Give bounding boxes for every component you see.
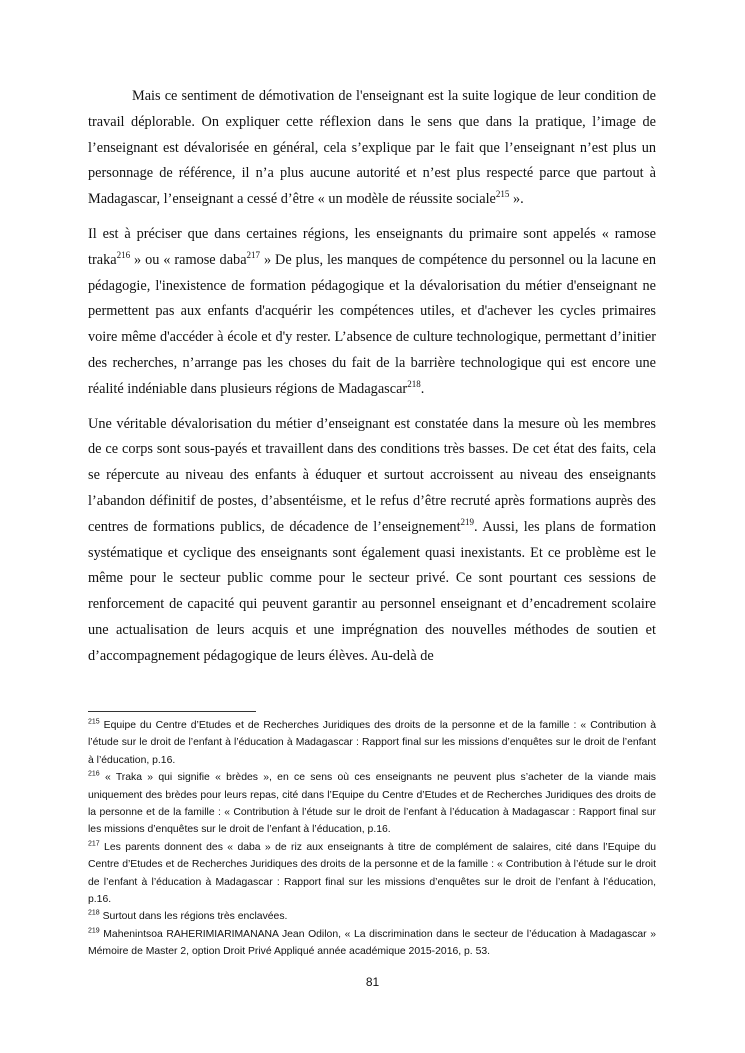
footnote bbox=[88, 926, 656, 961]
footnote-separator bbox=[88, 711, 256, 712]
footnote-ref-216[interactable]: 216 bbox=[116, 250, 131, 261]
paragraph-1-text: Mais ce sentiment de démotivation de l'enseignant est la suite logique de leur condition de travail déplorable. On expliquer cette réflexion dans le sens que dans la pratique, l’image de l’enseignant est dévalorisée en général, cela s’explique par le fait que l’enseignant n’est plus un personnage de référence, il n’a plus aucune autorité et n’est plus respecté parce que partout à Madagascar, l’enseignant a cessé d’être « un modèle de réussite sociale bbox=[88, 88, 656, 208]
paragraph-2-text-c: » De plus, les manques de compétence du personnel ou la lacune en pédagogie, l'inexistence de formation pédagogique et la dévalorisation du métier d'enseignant ne permettent pas aux enfants d'acquérir les compétences utiles, et d'achever les cycles primaires voire même d'accéder à école et d'y rester. L’absence de culture technologique, permettant d’initier des recherches, n’arrange pas les choses du fait de la barrière technologique qui est encore une réalité indéniable dans plusieurs régions de Madagascar bbox=[88, 251, 656, 397]
footnote-number: 215 bbox=[88, 718, 100, 726]
footnote bbox=[88, 769, 656, 839]
footnote-ref-218[interactable]: 218 bbox=[407, 379, 421, 389]
paragraph-1 bbox=[88, 84, 656, 213]
paragraph-2 bbox=[88, 222, 656, 403]
footnote-text: Mahenintsoa RAHERIMIARIMANANA Jean Odilon, « La discrimination dans le secteur de l’éducation à Madagascar » Mémoire de Master 2, option Droit Privé Appliqué année académique 2015-2016, p. 53. bbox=[88, 928, 656, 958]
footnote-ref-217[interactable]: 217 bbox=[246, 250, 261, 261]
page-number: 81 bbox=[365, 975, 380, 989]
paragraph-2-text-b: » ou « ramose daba bbox=[130, 251, 247, 268]
paragraph-1-end: ». bbox=[509, 191, 524, 208]
paragraph-3 bbox=[88, 412, 656, 670]
main-text bbox=[88, 84, 656, 679]
footnote-number: 218 bbox=[88, 910, 100, 917]
paragraph-3-text-b: . Aussi, les plans de formation systématique et cyclique des enseignants sont également quasi inexistants. Et ce problème est le même pour le secteur public comme pour le secteur privé. Ce sont pourtant ces sessions de renforcement de capacité qui peuvent garantir au personnel enseignant et d’encadrement scolaire une actualisation de leurs acquis et une imprégnation des nouvelles méthodes de soutien et d’accompagnement pédagogique de leurs élèves. Au-delà de bbox=[88, 518, 656, 664]
paragraph-3-text-a: Une véritable dévalorisation du métier d’enseignant est constatée dans la mesure où les membres de ce corps sont sous-payés et travaillent dans des conditions très basses. De cet état des faits, cela se répercute au niveau des enfants à éduquer et surtout accroissent au niveau des enseignants l’abandon définitif de postes, d’absentéisme, et le refus d’être recruté après formations auprès des centres de formations publics, de décadence de l’enseignement bbox=[88, 415, 656, 535]
footnote bbox=[88, 717, 656, 769]
footnote-number: 219 bbox=[88, 927, 100, 935]
paragraph-2-text-d: . bbox=[420, 380, 425, 397]
footnote-text: « Traka » qui signifie « brèdes », en ce sens où ces enseignants ne peuvent plus s’acheter de la viande mais uniquement des brèdes pour leurs repas, cité dans l’Equipe du Centre d’Etudes et de Recherches Juridiques des droits de la personne et de la famille : « Contribution à l’étude sur le droit de l’enfant à l’éducation à Madagascar : Rapport final sur les missions d’enquêtes sur le droit de l’enfant à l’éducation, p.16. bbox=[88, 772, 656, 836]
footnote-ref-219[interactable]: 219 bbox=[460, 516, 475, 527]
paragraph-2-text-a: Il est à préciser que dans certaines régions, les enseignants du primaire sont appelés « ramose traka bbox=[88, 225, 656, 268]
footnote bbox=[88, 839, 656, 909]
footnote-ref-215[interactable]: 215 bbox=[495, 189, 510, 200]
footnote-text: Surtout dans les régions très enclavées. bbox=[99, 911, 288, 923]
footnote-text: Les parents donnent des « daba » de riz aux enseignants à titre de complément de salaires, cité dans l’Equipe du Centre d’Etudes et de Recherches Juridiques des droits de la personne et de la famille : « Contribution à l’étude sur le droit de l’enfant à l’éducation à Madagascar : Rapport final sur les missions d’enquêtes sur le droit de l’enfant à l’éducation, p.16. bbox=[88, 841, 656, 906]
footnote-text: Equipe du Centre d’Etudes et de Recherches Juridiques des droits de la personne et de la famille : « Contribution à l’étude sur le droit de l’enfant à l’éducation à Madagascar : Rapport final sur les missions d’enquêtes sur le droit de l’enfant à l’éducation, p.16. bbox=[88, 720, 656, 766]
footnote bbox=[88, 908, 656, 925]
footnote-number: 217 bbox=[88, 840, 100, 848]
footnotes bbox=[88, 717, 656, 961]
footnote-number: 216 bbox=[88, 770, 100, 778]
